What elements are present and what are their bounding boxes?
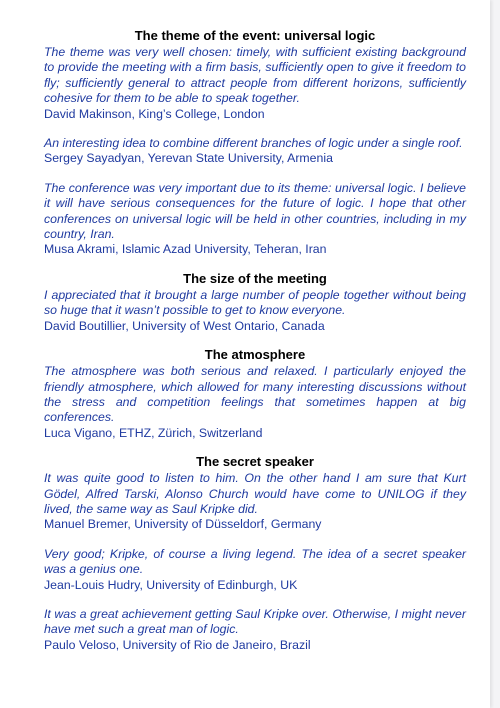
testimonial-quote: It was quite good to listen to him. On the other hand I am sure that Kurt Gödel, Alfred Tarski, Alonso Church would have come to UNILOG if they lived, the same way as Saul Kripke did. bbox=[44, 471, 466, 516]
testimonial-author: David Boutillier, University of West Ontario, Canada bbox=[44, 318, 325, 333]
testimonial-quote: The theme was very well chosen: timely, with sufficient existing background to provide the meeting with a firm basis, sufficiently open to give it freedom to fly; sufficiently general to attract people from different horizons, sufficiently cohesive for them to be able to speak together. bbox=[44, 45, 466, 106]
testimonial-author: Jean-Louis Hudry, University of Edinburgh, UK bbox=[44, 577, 298, 592]
testimonial-author: Sergey Sayadyan, Yerevan State University, Armenia bbox=[44, 151, 333, 166]
section-title-atmosphere: The atmosphere bbox=[204, 347, 306, 363]
testimonial-author: Manuel Bremer, University of Düsseldorf, Germany bbox=[44, 517, 322, 532]
testimonial-quote: An interesting idea to combine different branches of logic under a single roof. bbox=[44, 136, 463, 151]
testimonial-quote: The atmosphere was both serious and relaxed. I particularly enjoyed the friendly atmosphere, which allowed for many interesting discussions without the stress and competition feelings that sometimes happen at big conferences. bbox=[44, 364, 466, 425]
testimonial-author: David Makinson, King’s College, London bbox=[44, 106, 265, 121]
testimonials-content bbox=[44, 28, 466, 653]
testimonial-author: Musa Akrami, Islamic Azad University, Teheran, Iran bbox=[44, 242, 327, 257]
section-title-secret-speaker: The secret speaker bbox=[196, 454, 314, 470]
testimonial-quote: I appreciated that it brought a large number of people together without being so huge that it wasn’t possible to get to know everyone. bbox=[44, 287, 466, 318]
section-title-theme: The theme of the event: universal logic bbox=[134, 28, 376, 43]
testimonial-quote: Very good; Kripke, of course a living legend. The idea of a secret speaker was a genius one. bbox=[44, 546, 466, 577]
testimonial-author: Paulo Veloso, University of Rio de Janeiro, Brazil bbox=[44, 637, 311, 652]
testimonial-author: Luca Vigano, ETHZ, Zürich, Switzerland bbox=[44, 425, 263, 440]
testimonial-quote: The conference was very important due to its theme: universal logic. I believe it will have serious consequences for the future of logic. I hope that other conferences on universal logic will be held in other countries, including in my country, Iran. bbox=[44, 180, 466, 242]
testimonial-quote: It was a great achievement getting Saul Kripke over. Otherwise, I might never have met such a great man of logic. bbox=[44, 606, 466, 637]
section-title-size: The size of the meeting bbox=[183, 270, 327, 286]
testimonial-quote-with-author bbox=[44, 136, 466, 167]
